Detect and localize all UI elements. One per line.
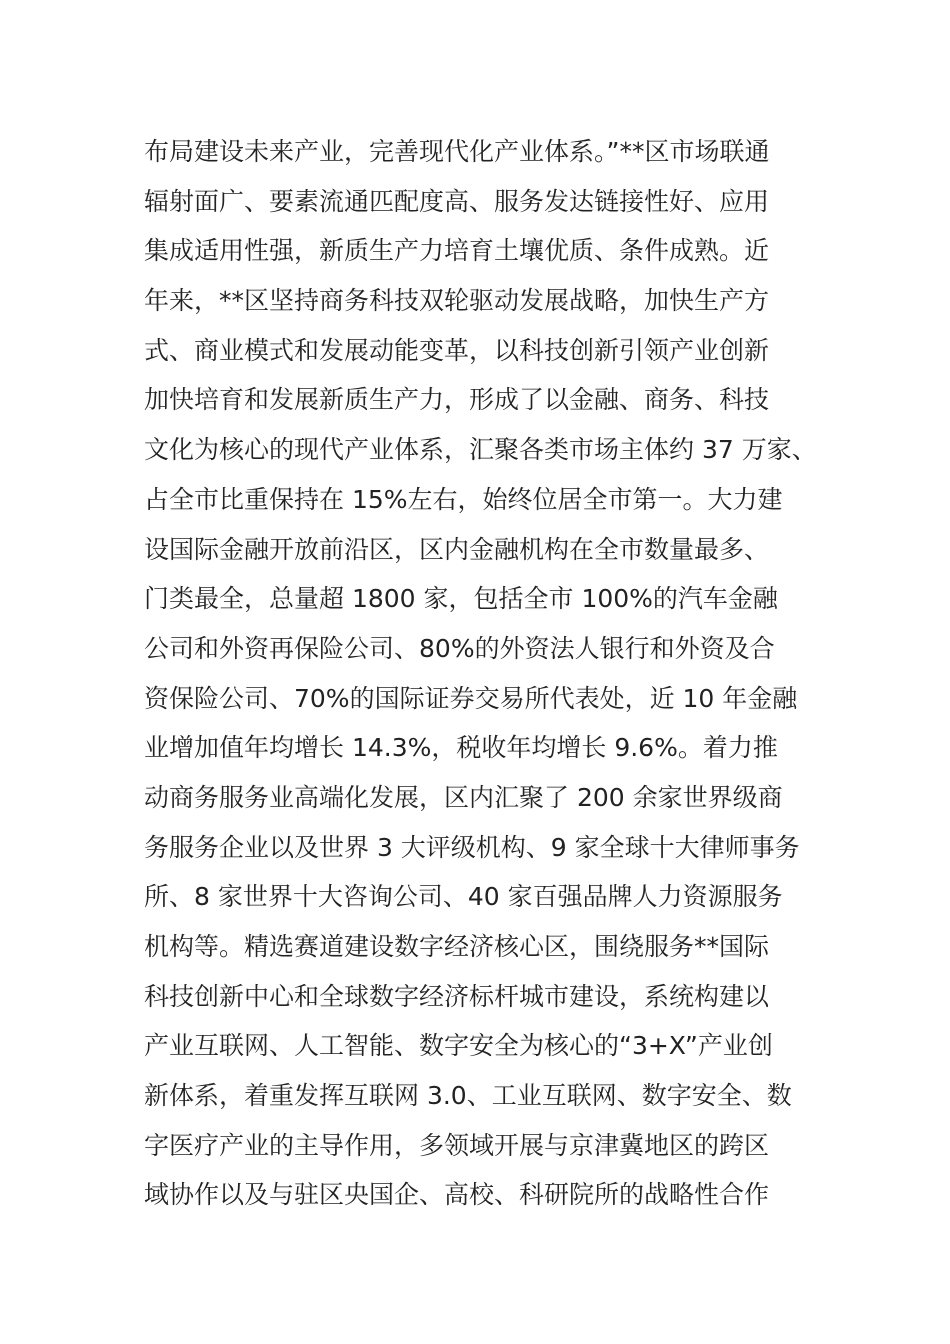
text-line: 所、8 家世界十大咨询公司、40 家百强品牌人力资源服务 <box>144 882 783 912</box>
text-line: 域协作以及与驻区央国企、高校、科研院所的战略性合作 <box>144 1180 770 1210</box>
text-line: 辐射面广、要素流通匹配度高、服务发达链接性好、应用 <box>144 186 770 216</box>
text-line: 资保险公司、70%的国际证券交易所代表处，近 10 年金融 <box>144 683 798 713</box>
text-line: 动商务服务业高端化发展，区内汇聚了 200 余家世界级商 <box>144 782 783 812</box>
text-line: 字医疗产业的主导作用，多领域开展与京津冀地区的跨区 <box>144 1130 770 1160</box>
text-line: 集成适用性强，新质生产力培育土壤优质、条件成熟。近 <box>144 236 770 266</box>
text-line: 占全市比重保持在 15%左右，始终位居全市第一。大力建 <box>144 484 783 514</box>
text-line: 机构等。精选赛道建设数字经济核心区，围绕服务**国际 <box>144 932 770 961</box>
text-line: 文化为核心的现代产业体系，汇聚各类市场主体约 37 万家、 <box>144 435 817 465</box>
body-paragraph <box>144 127 844 1220</box>
text-line: 科技创新中心和全球数字经济标杆城市建设，系统构建以 <box>144 981 770 1011</box>
text-line: 新体系，着重发挥互联网 3.0、工业互联网、数字安全、数 <box>144 1081 792 1111</box>
text-line: 式、商业模式和发展动能变革，以科技创新引领产业创新 <box>144 335 770 365</box>
text-line: 业增加值年均增长 14.3%，税收年均增长 9.6%。着力推 <box>144 733 778 763</box>
text-line: 布局建设未来产业，完善现代化产业体系。”**区市场联通 <box>144 137 770 166</box>
text-line: 务服务企业以及世界 3 大评级机构、9 家全球十大律师事务 <box>144 832 800 862</box>
text-line: 加快培育和发展新质生产力，形成了以金融、商务、科技 <box>144 385 770 415</box>
text-line: 公司和外资再保险公司、80%的外资法人银行和外资及合 <box>144 633 775 663</box>
text-line: 设国际金融开放前沿区，区内金融机构在全市数量最多、 <box>144 534 770 564</box>
text-line: 产业互联网、人工智能、数字安全为核心的“3+X”产业创 <box>144 1031 773 1061</box>
text-line: 年来，**区坚持商务科技双轮驱动发展战略，加快生产方 <box>144 286 770 316</box>
text-line: 门类最全，总量超 1800 家，包括全市 100%的汽车金融 <box>144 584 778 614</box>
